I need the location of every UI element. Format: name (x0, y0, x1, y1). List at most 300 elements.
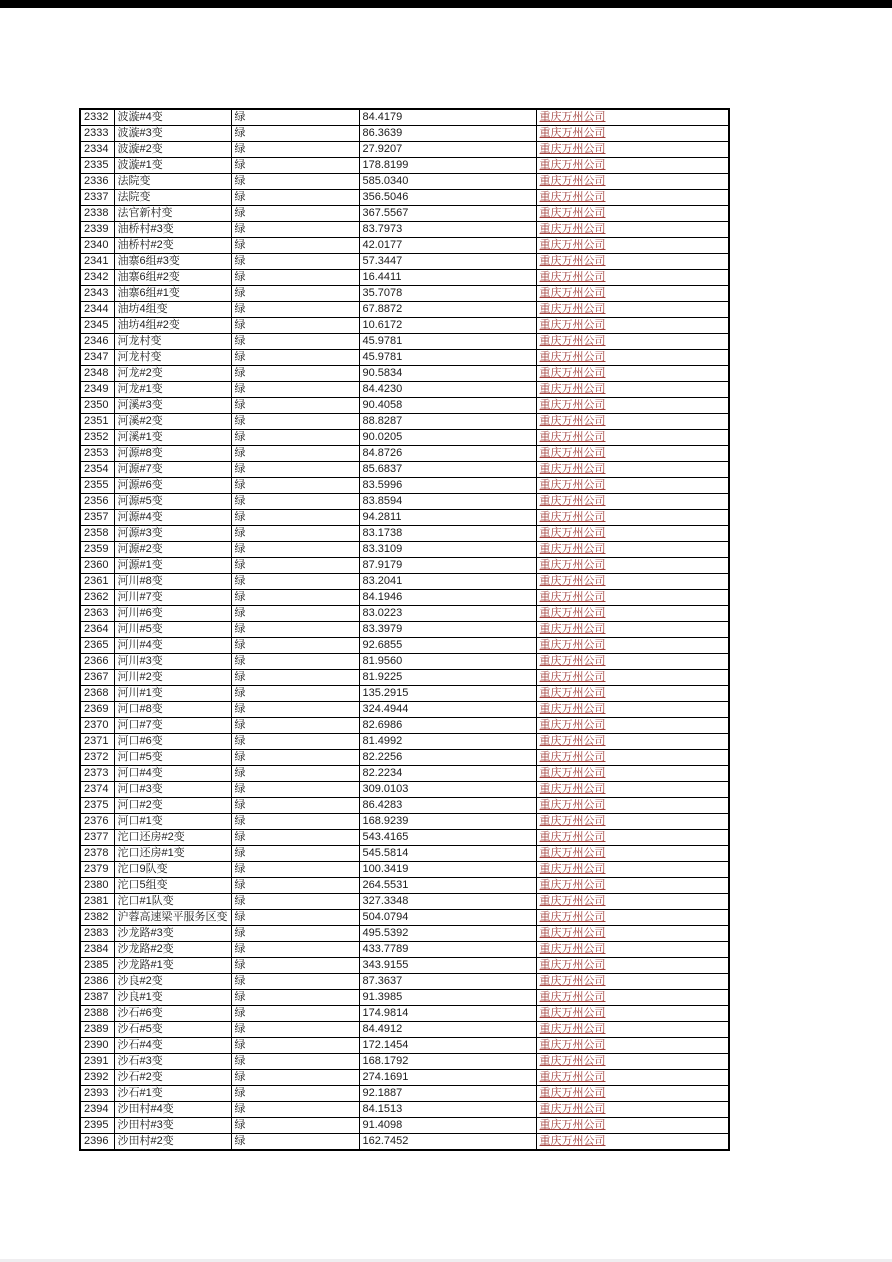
row-id-cell: 2359 (80, 542, 114, 558)
table-row (80, 254, 729, 270)
value-cell: 90.0205 (359, 430, 536, 446)
value-cell: 84.4912 (359, 1022, 536, 1038)
value-cell: 100.3419 (359, 862, 536, 878)
status-cell: 绿 (231, 606, 359, 622)
table-row (80, 526, 729, 542)
company-cell: 重庆万州公司 (536, 782, 729, 798)
name-cell: 波漩#1变 (114, 158, 231, 174)
table-row (80, 958, 729, 974)
row-id-cell: 2357 (80, 510, 114, 526)
table-row (80, 654, 729, 670)
row-id-cell: 2349 (80, 382, 114, 398)
company-cell: 重庆万州公司 (536, 670, 729, 686)
company-cell: 重庆万州公司 (536, 222, 729, 238)
value-cell: 91.4098 (359, 1118, 536, 1134)
status-cell: 绿 (231, 430, 359, 446)
status-cell: 绿 (231, 782, 359, 798)
value-cell: 135.2915 (359, 686, 536, 702)
status-cell: 绿 (231, 350, 359, 366)
name-cell: 波漩#3变 (114, 126, 231, 142)
company-cell: 重庆万州公司 (536, 350, 729, 366)
row-id-cell: 2340 (80, 238, 114, 254)
status-cell: 绿 (231, 238, 359, 254)
row-id-cell: 2375 (80, 798, 114, 814)
name-cell: 河口#4变 (114, 766, 231, 782)
name-cell: 河溪#1变 (114, 430, 231, 446)
company-cell: 重庆万州公司 (536, 302, 729, 318)
name-cell: 河源#3变 (114, 526, 231, 542)
value-cell: 83.7973 (359, 222, 536, 238)
name-cell: 沙良#1变 (114, 990, 231, 1006)
row-id-cell: 2356 (80, 494, 114, 510)
row-id-cell: 2360 (80, 558, 114, 574)
status-cell: 绿 (231, 318, 359, 334)
row-id-cell: 2364 (80, 622, 114, 638)
status-cell: 绿 (231, 254, 359, 270)
value-cell: 88.8287 (359, 414, 536, 430)
table-row (80, 750, 729, 766)
company-cell: 重庆万州公司 (536, 734, 729, 750)
company-cell: 重庆万州公司 (536, 558, 729, 574)
row-id-cell: 2347 (80, 350, 114, 366)
table-row (80, 990, 729, 1006)
row-id-cell: 2380 (80, 878, 114, 894)
name-cell: 沙田村#4变 (114, 1102, 231, 1118)
table-row (80, 190, 729, 206)
company-cell: 重庆万州公司 (536, 894, 729, 910)
company-cell: 重庆万州公司 (536, 606, 729, 622)
table-row (80, 318, 729, 334)
value-cell: 87.9179 (359, 558, 536, 574)
company-cell: 重庆万州公司 (536, 750, 729, 766)
value-cell: 81.4992 (359, 734, 536, 750)
company-cell: 重庆万州公司 (536, 1086, 729, 1102)
status-cell: 绿 (231, 894, 359, 910)
value-cell: 83.5996 (359, 478, 536, 494)
company-cell: 重庆万州公司 (536, 1070, 729, 1086)
name-cell: 河龙#2变 (114, 366, 231, 382)
table-row (80, 974, 729, 990)
table-row (80, 494, 729, 510)
company-cell: 重庆万州公司 (536, 590, 729, 606)
value-cell: 45.9781 (359, 350, 536, 366)
status-cell: 绿 (231, 958, 359, 974)
company-cell: 重庆万州公司 (536, 270, 729, 286)
value-cell: 585.0340 (359, 174, 536, 190)
row-id-cell: 2382 (80, 910, 114, 926)
name-cell: 河川#5变 (114, 622, 231, 638)
name-cell: 河川#7变 (114, 590, 231, 606)
value-cell: 90.5834 (359, 366, 536, 382)
table-row (80, 558, 729, 574)
table-row (80, 622, 729, 638)
company-cell: 重庆万州公司 (536, 990, 729, 1006)
name-cell: 河川#8变 (114, 574, 231, 590)
table-row (80, 542, 729, 558)
status-cell: 绿 (231, 1054, 359, 1070)
table-row (80, 942, 729, 958)
status-cell: 绿 (231, 1086, 359, 1102)
table-row (80, 366, 729, 382)
name-cell: 河川#1变 (114, 686, 231, 702)
row-id-cell: 2395 (80, 1118, 114, 1134)
table-row (80, 238, 729, 254)
name-cell: 沱口#1队变 (114, 894, 231, 910)
table-row (80, 334, 729, 350)
company-cell: 重庆万州公司 (536, 318, 729, 334)
table-row (80, 814, 729, 830)
company-cell: 重庆万州公司 (536, 958, 729, 974)
value-cell: 356.5046 (359, 190, 536, 206)
company-cell: 重庆万州公司 (536, 1038, 729, 1054)
status-cell: 绿 (231, 718, 359, 734)
name-cell: 沙石#1变 (114, 1086, 231, 1102)
status-cell: 绿 (231, 1070, 359, 1086)
value-cell: 92.6855 (359, 638, 536, 654)
table-row (80, 222, 729, 238)
company-cell: 重庆万州公司 (536, 478, 729, 494)
value-cell: 86.3639 (359, 126, 536, 142)
table-row (80, 782, 729, 798)
company-cell: 重庆万州公司 (536, 862, 729, 878)
name-cell: 河口#6变 (114, 734, 231, 750)
row-id-cell: 2346 (80, 334, 114, 350)
table-row (80, 109, 729, 126)
status-cell: 绿 (231, 222, 359, 238)
status-cell: 绿 (231, 270, 359, 286)
company-cell: 重庆万州公司 (536, 638, 729, 654)
value-cell: 27.9207 (359, 142, 536, 158)
row-id-cell: 2361 (80, 574, 114, 590)
row-id-cell: 2332 (80, 109, 114, 126)
row-id-cell: 2372 (80, 750, 114, 766)
company-cell: 重庆万州公司 (536, 430, 729, 446)
name-cell: 河源#2变 (114, 542, 231, 558)
value-cell: 82.6986 (359, 718, 536, 734)
status-cell: 绿 (231, 1102, 359, 1118)
row-id-cell: 2345 (80, 318, 114, 334)
status-cell: 绿 (231, 974, 359, 990)
name-cell: 河川#3变 (114, 654, 231, 670)
name-cell: 沙石#5变 (114, 1022, 231, 1038)
status-cell: 绿 (231, 702, 359, 718)
company-cell: 重庆万州公司 (536, 798, 729, 814)
table-row (80, 478, 729, 494)
row-id-cell: 2335 (80, 158, 114, 174)
status-cell: 绿 (231, 862, 359, 878)
status-cell: 绿 (231, 526, 359, 542)
name-cell: 河龙村变 (114, 334, 231, 350)
name-cell: 沙石#6变 (114, 1006, 231, 1022)
status-cell: 绿 (231, 542, 359, 558)
status-cell: 绿 (231, 1134, 359, 1151)
value-cell: 433.7789 (359, 942, 536, 958)
row-id-cell: 2393 (80, 1086, 114, 1102)
table-row (80, 462, 729, 478)
name-cell: 沙龙路#1变 (114, 958, 231, 974)
table-row (80, 910, 729, 926)
name-cell: 河口#2变 (114, 798, 231, 814)
company-cell: 重庆万州公司 (536, 462, 729, 478)
company-cell: 重庆万州公司 (536, 414, 729, 430)
row-id-cell: 2367 (80, 670, 114, 686)
row-id-cell: 2377 (80, 830, 114, 846)
row-id-cell: 2348 (80, 366, 114, 382)
name-cell: 法官新村变 (114, 206, 231, 222)
value-cell: 67.8872 (359, 302, 536, 318)
status-cell: 绿 (231, 686, 359, 702)
company-cell: 重庆万州公司 (536, 1134, 729, 1151)
table-row (80, 126, 729, 142)
name-cell: 河源#1变 (114, 558, 231, 574)
row-id-cell: 2358 (80, 526, 114, 542)
row-id-cell: 2333 (80, 126, 114, 142)
row-id-cell: 2388 (80, 1006, 114, 1022)
value-cell: 83.3979 (359, 622, 536, 638)
row-id-cell: 2337 (80, 190, 114, 206)
row-id-cell: 2392 (80, 1070, 114, 1086)
table-row (80, 590, 729, 606)
company-cell: 重庆万州公司 (536, 109, 729, 126)
row-id-cell: 2385 (80, 958, 114, 974)
status-cell: 绿 (231, 1038, 359, 1054)
company-cell: 重庆万州公司 (536, 910, 729, 926)
status-cell: 绿 (231, 622, 359, 638)
status-cell: 绿 (231, 926, 359, 942)
row-id-cell: 2344 (80, 302, 114, 318)
value-cell: 264.5531 (359, 878, 536, 894)
row-id-cell: 2365 (80, 638, 114, 654)
status-cell: 绿 (231, 334, 359, 350)
status-cell: 绿 (231, 366, 359, 382)
name-cell: 沙石#3变 (114, 1054, 231, 1070)
table-row (80, 686, 729, 702)
status-cell: 绿 (231, 750, 359, 766)
row-id-cell: 2369 (80, 702, 114, 718)
company-cell: 重庆万州公司 (536, 926, 729, 942)
table-row (80, 1118, 729, 1134)
company-cell: 重庆万州公司 (536, 382, 729, 398)
name-cell: 河溪#3变 (114, 398, 231, 414)
name-cell: 河口#8变 (114, 702, 231, 718)
company-cell: 重庆万州公司 (536, 766, 729, 782)
value-cell: 545.5814 (359, 846, 536, 862)
status-cell: 绿 (231, 510, 359, 526)
name-cell: 沙田村#3变 (114, 1118, 231, 1134)
row-id-cell: 2362 (80, 590, 114, 606)
name-cell: 沙石#4变 (114, 1038, 231, 1054)
table-row (80, 766, 729, 782)
table-row (80, 638, 729, 654)
status-cell: 绿 (231, 1022, 359, 1038)
table-row (80, 1134, 729, 1151)
company-cell: 重庆万州公司 (536, 974, 729, 990)
company-cell: 重庆万州公司 (536, 334, 729, 350)
status-cell: 绿 (231, 910, 359, 926)
value-cell: 168.9239 (359, 814, 536, 830)
table-row (80, 798, 729, 814)
table-row (80, 414, 729, 430)
company-cell: 重庆万州公司 (536, 1102, 729, 1118)
company-cell: 重庆万州公司 (536, 398, 729, 414)
value-cell: 178.8199 (359, 158, 536, 174)
name-cell: 沱口还房#2变 (114, 830, 231, 846)
row-id-cell: 2394 (80, 1102, 114, 1118)
company-cell: 重庆万州公司 (536, 846, 729, 862)
table-row (80, 926, 729, 942)
row-id-cell: 2396 (80, 1134, 114, 1151)
table-row (80, 1006, 729, 1022)
table-row (80, 302, 729, 318)
table-row (80, 286, 729, 302)
row-id-cell: 2368 (80, 686, 114, 702)
company-cell: 重庆万州公司 (536, 1006, 729, 1022)
status-cell: 绿 (231, 654, 359, 670)
row-id-cell: 2343 (80, 286, 114, 302)
value-cell: 174.9814 (359, 1006, 536, 1022)
row-id-cell: 2341 (80, 254, 114, 270)
value-cell: 86.4283 (359, 798, 536, 814)
value-cell: 94.2811 (359, 510, 536, 526)
row-id-cell: 2350 (80, 398, 114, 414)
status-cell: 绿 (231, 766, 359, 782)
table-row (80, 846, 729, 862)
status-cell: 绿 (231, 942, 359, 958)
name-cell: 河川#6变 (114, 606, 231, 622)
value-cell: 84.4230 (359, 382, 536, 398)
status-cell: 绿 (231, 878, 359, 894)
row-id-cell: 2378 (80, 846, 114, 862)
row-id-cell: 2351 (80, 414, 114, 430)
status-cell: 绿 (231, 126, 359, 142)
name-cell: 河口#7变 (114, 718, 231, 734)
value-cell: 168.1792 (359, 1054, 536, 1070)
status-cell: 绿 (231, 158, 359, 174)
name-cell: 油坊4组#2变 (114, 318, 231, 334)
row-id-cell: 2376 (80, 814, 114, 830)
value-cell: 57.3447 (359, 254, 536, 270)
name-cell: 河源#6变 (114, 478, 231, 494)
value-cell: 81.9225 (359, 670, 536, 686)
status-cell: 绿 (231, 494, 359, 510)
row-id-cell: 2338 (80, 206, 114, 222)
name-cell: 河溪#2变 (114, 414, 231, 430)
table-row (80, 606, 729, 622)
value-cell: 309.0103 (359, 782, 536, 798)
table-row (80, 174, 729, 190)
name-cell: 油寨6组#2变 (114, 270, 231, 286)
value-cell: 45.9781 (359, 334, 536, 350)
value-cell: 84.1946 (359, 590, 536, 606)
company-cell: 重庆万州公司 (536, 510, 729, 526)
table-row (80, 382, 729, 398)
name-cell: 油桥村#3变 (114, 222, 231, 238)
value-cell: 16.4411 (359, 270, 536, 286)
row-id-cell: 2384 (80, 942, 114, 958)
status-cell: 绿 (231, 590, 359, 606)
company-cell: 重庆万州公司 (536, 1054, 729, 1070)
status-cell: 绿 (231, 638, 359, 654)
company-cell: 重庆万州公司 (536, 878, 729, 894)
name-cell: 法院变 (114, 190, 231, 206)
company-cell: 重庆万州公司 (536, 942, 729, 958)
name-cell: 沱口5组变 (114, 878, 231, 894)
row-id-cell: 2353 (80, 446, 114, 462)
value-cell: 162.7452 (359, 1134, 536, 1151)
company-cell: 重庆万州公司 (536, 830, 729, 846)
row-id-cell: 2354 (80, 462, 114, 478)
table-row (80, 878, 729, 894)
status-cell: 绿 (231, 142, 359, 158)
name-cell: 河龙#1变 (114, 382, 231, 398)
value-cell: 83.3109 (359, 542, 536, 558)
value-cell: 10.6172 (359, 318, 536, 334)
name-cell: 油寨6组#1变 (114, 286, 231, 302)
name-cell: 河川#2变 (114, 670, 231, 686)
status-cell: 绿 (231, 734, 359, 750)
status-cell: 绿 (231, 574, 359, 590)
company-cell: 重庆万州公司 (536, 190, 729, 206)
table-row (80, 158, 729, 174)
status-cell: 绿 (231, 286, 359, 302)
company-cell: 重庆万州公司 (536, 494, 729, 510)
value-cell: 495.5392 (359, 926, 536, 942)
table-row (80, 398, 729, 414)
name-cell: 河川#4变 (114, 638, 231, 654)
name-cell: 油桥村#2变 (114, 238, 231, 254)
row-id-cell: 2390 (80, 1038, 114, 1054)
name-cell: 沙龙路#3变 (114, 926, 231, 942)
status-cell: 绿 (231, 462, 359, 478)
row-id-cell: 2381 (80, 894, 114, 910)
value-cell: 84.8726 (359, 446, 536, 462)
table-row (80, 430, 729, 446)
company-cell: 重庆万州公司 (536, 142, 729, 158)
company-cell: 重庆万州公司 (536, 702, 729, 718)
company-cell: 重庆万州公司 (536, 206, 729, 222)
row-id-cell: 2389 (80, 1022, 114, 1038)
name-cell: 河源#5变 (114, 494, 231, 510)
value-cell: 82.2234 (359, 766, 536, 782)
company-cell: 重庆万州公司 (536, 718, 729, 734)
table-row (80, 1054, 729, 1070)
table-row (80, 270, 729, 286)
status-cell: 绿 (231, 846, 359, 862)
company-cell: 重庆万州公司 (536, 542, 729, 558)
table-row (80, 574, 729, 590)
row-id-cell: 2366 (80, 654, 114, 670)
status-cell: 绿 (231, 446, 359, 462)
name-cell: 沙龙路#2变 (114, 942, 231, 958)
status-cell: 绿 (231, 398, 359, 414)
table-row (80, 830, 729, 846)
company-cell: 重庆万州公司 (536, 286, 729, 302)
table-row (80, 1022, 729, 1038)
value-cell: 543.4165 (359, 830, 536, 846)
status-cell: 绿 (231, 798, 359, 814)
name-cell: 沙良#2变 (114, 974, 231, 990)
row-id-cell: 2391 (80, 1054, 114, 1070)
value-cell: 83.8594 (359, 494, 536, 510)
row-id-cell: 2355 (80, 478, 114, 494)
table-row (80, 350, 729, 366)
row-id-cell: 2386 (80, 974, 114, 990)
value-cell: 81.9560 (359, 654, 536, 670)
status-cell: 绿 (231, 414, 359, 430)
value-cell: 91.3985 (359, 990, 536, 1006)
value-cell: 274.1691 (359, 1070, 536, 1086)
substation-data-table (79, 108, 730, 1151)
